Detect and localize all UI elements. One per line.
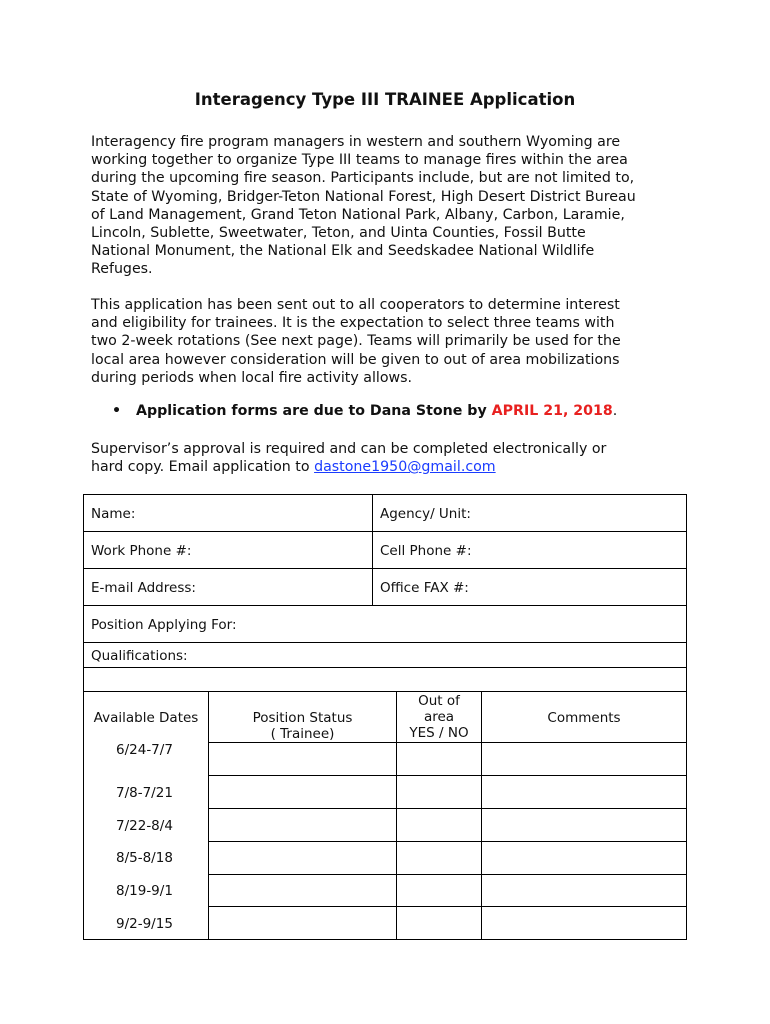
date-row: 7/8-7/21	[116, 785, 173, 801]
agency-unit-field[interactable]: Agency/ Unit:	[380, 506, 471, 522]
due-date: APRIL 21, 2018	[491, 403, 613, 419]
header-position-status: Position Status ( Trainee)	[252, 710, 353, 742]
approval-paragraph	[91, 440, 691, 476]
bullet-icon: •	[112, 403, 122, 419]
due-date-bullet	[112, 403, 617, 419]
work-phone-field[interactable]: Work Phone #:	[91, 543, 192, 559]
name-field[interactable]: Name:	[91, 506, 136, 522]
date-row: 8/19-9/1	[116, 883, 173, 899]
date-row: 8/5-8/18	[116, 850, 173, 866]
header-out-of-area: Out of area YES / NO	[409, 693, 469, 741]
position-applying-field[interactable]: Position Applying For:	[91, 617, 237, 633]
intro-paragraph: Interagency fire program managers in western and southern Wyoming are working together to organize Type III teams to manage fires within the area during the upcoming fire season. Participants include, but are not limited to, State of Wyoming, Bridger-Teton National Forest, High Desert District Bureau of Land Management, Grand Teton National Park, Albany, Carbon, Laramie, Lincoln, Sublette, Sweetwater, Teton, and Uinta Counties, Fossil Butte National Monument, the National Elk and Seedskadee National Wildlife Refuges.	[91, 134, 636, 278]
qualifications-field[interactable]: Qualifications:	[91, 648, 188, 664]
page-title: Interagency Type III TRAINEE Application	[194, 90, 576, 109]
email-link[interactable]: dastone1950@gmail.com	[314, 459, 496, 476]
date-row: 9/2-9/15	[116, 916, 173, 932]
date-row: 7/22-8/4	[116, 818, 173, 834]
due-date-suffix: .	[612, 403, 618, 419]
header-available-dates: Available Dates	[93, 710, 199, 726]
office-fax-field[interactable]: Office FAX #:	[380, 580, 469, 596]
email-address-field[interactable]: E-mail Address:	[91, 580, 196, 596]
approval-text: Supervisor’s approval is required and can be completed electronically or hard copy. Email application to	[91, 441, 607, 476]
purpose-paragraph: This application has been sent out to all cooperators to determine interest and eligibility for trainees. It is the expectation to select three teams with two 2-week rotations (See next page). Teams will primarily be used for the local area however consideration will be given to out of area mobilizations during periods when local fire activity allows.	[91, 297, 621, 386]
due-date-text: Application forms are due to Dana Stone by	[136, 403, 492, 419]
cell-phone-field[interactable]: Cell Phone #:	[380, 543, 472, 559]
date-row: 6/24-7/7	[116, 742, 173, 758]
header-comments: Comments	[547, 710, 621, 726]
